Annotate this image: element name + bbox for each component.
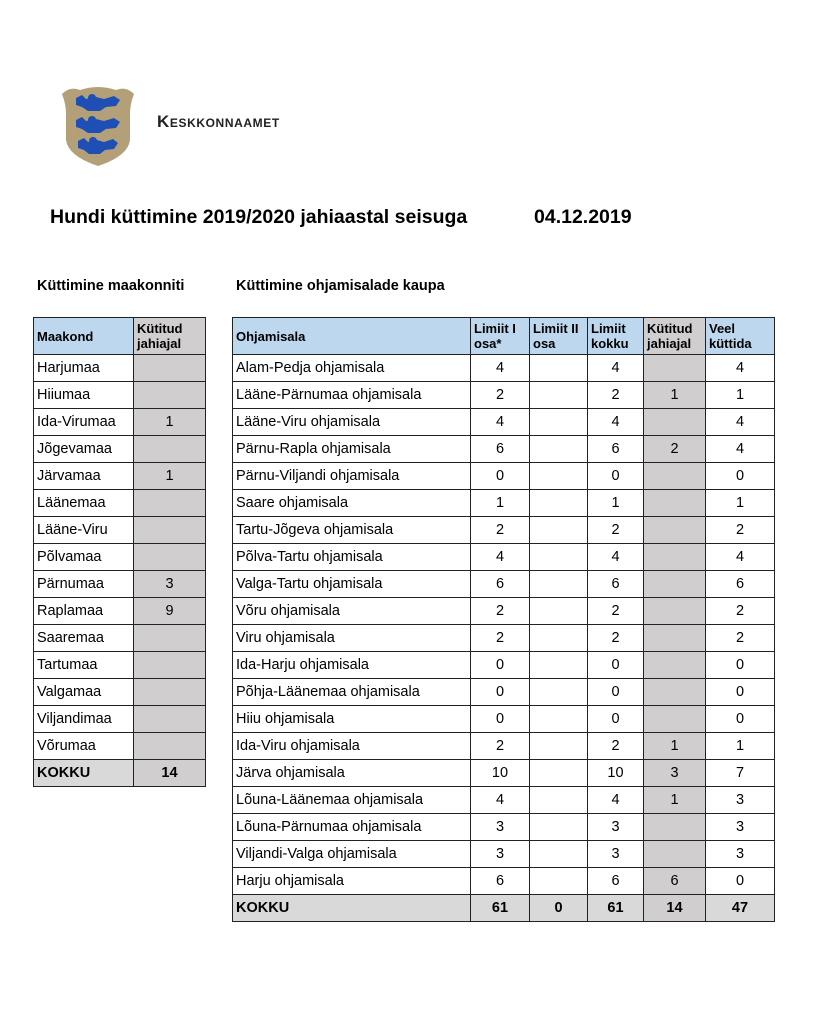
row-label: Hiiu ohjamisala [233, 706, 471, 733]
cell-value: 2 [471, 598, 530, 625]
cell-value [530, 814, 588, 841]
cell-value: 1 [134, 463, 206, 490]
cell-value: 1 [644, 733, 706, 760]
report-date: 04.12.2019 [534, 206, 632, 228]
row-label: Ida-Viru ohjamisala [233, 733, 471, 760]
cell-value: 2 [471, 625, 530, 652]
cell-value: 2 [706, 625, 775, 652]
cell-value [530, 571, 588, 598]
table-header-row [233, 318, 775, 355]
cell-value: 9 [134, 598, 206, 625]
cell-value [530, 679, 588, 706]
cell-value [134, 625, 206, 652]
cell-value [530, 517, 588, 544]
cell-value: 6 [644, 868, 706, 895]
table-row [233, 436, 775, 463]
table-row [233, 841, 775, 868]
cell-value: 4 [588, 355, 644, 382]
cell-value: 1 [706, 490, 775, 517]
cell-value: 1 [644, 382, 706, 409]
cell-value: 6 [588, 571, 644, 598]
row-label: Lõuna-Pärnumaa ohjamisala [233, 814, 471, 841]
total-value: 14 [644, 895, 706, 922]
table-row [233, 544, 775, 571]
table-row [34, 679, 206, 706]
cell-value [134, 544, 206, 571]
cell-value: 2 [588, 598, 644, 625]
cell-value: 2 [471, 733, 530, 760]
row-label: Pärnumaa [34, 571, 134, 598]
row-label: Läänemaa [34, 490, 134, 517]
column-header-limiit-kokku: Limiit kokku [588, 318, 644, 355]
cell-value: 3 [706, 814, 775, 841]
cell-value [530, 463, 588, 490]
cell-value: 10 [588, 760, 644, 787]
cell-value: 0 [471, 706, 530, 733]
table-row [233, 733, 775, 760]
cell-value: 4 [588, 787, 644, 814]
cell-value [644, 841, 706, 868]
row-label: Viljandi-Valga ohjamisala [233, 841, 471, 868]
row-label: Saaremaa [34, 625, 134, 652]
cell-value [134, 355, 206, 382]
cell-value: 0 [588, 679, 644, 706]
cell-value [644, 517, 706, 544]
cell-value [134, 382, 206, 409]
cell-value: 2 [706, 517, 775, 544]
cell-value: 1 [706, 733, 775, 760]
cell-value: 6 [471, 436, 530, 463]
total-value: 0 [530, 895, 588, 922]
cell-value: 3 [706, 841, 775, 868]
cell-value: 4 [706, 436, 775, 463]
total-label: KOKKU [34, 760, 134, 787]
column-header-limiit-i: Limiit I osa* [471, 318, 530, 355]
cell-value [530, 409, 588, 436]
table-row [233, 490, 775, 517]
cell-value [530, 652, 588, 679]
cell-value: 0 [588, 652, 644, 679]
table-row [233, 598, 775, 625]
cell-value [644, 814, 706, 841]
column-header-limiit-ii: Limiit II osa [530, 318, 588, 355]
cell-value [644, 490, 706, 517]
cell-value [530, 841, 588, 868]
table-row [34, 571, 206, 598]
cell-value: 0 [588, 463, 644, 490]
cell-value: 6 [471, 571, 530, 598]
cell-value: 1 [644, 787, 706, 814]
column-header-kutitud: Kütitud jahiajal [134, 318, 206, 355]
cell-value: 4 [706, 355, 775, 382]
cell-value [134, 706, 206, 733]
cell-value: 2 [588, 517, 644, 544]
row-label: Pärnu-Viljandi ohjamisala [233, 463, 471, 490]
row-label: Võrumaa [34, 733, 134, 760]
row-label: Valgamaa [34, 679, 134, 706]
table-row [34, 625, 206, 652]
cell-value: 6 [588, 436, 644, 463]
row-label: Viru ohjamisala [233, 625, 471, 652]
row-label: Põlva-Tartu ohjamisala [233, 544, 471, 571]
management-zone-table [232, 317, 775, 922]
table-row [34, 382, 206, 409]
row-label: Pärnu-Rapla ohjamisala [233, 436, 471, 463]
table-row [233, 355, 775, 382]
column-header-ohjamisala: Ohjamisala [233, 318, 471, 355]
table-row [34, 436, 206, 463]
cell-value [530, 706, 588, 733]
cell-value [134, 436, 206, 463]
cell-value: 3 [471, 814, 530, 841]
cell-value: 0 [588, 706, 644, 733]
cell-value: 0 [706, 679, 775, 706]
column-header-maakond: Maakond [34, 318, 134, 355]
row-label: Ida-Virumaa [34, 409, 134, 436]
page-title: Hundi küttimine 2019/2020 jahiaastal seisuga [50, 206, 468, 228]
cell-value: 2 [471, 382, 530, 409]
cell-value: 3 [588, 814, 644, 841]
column-header-veel-kuttida: Veel küttida [706, 318, 775, 355]
row-label: Valga-Tartu ohjamisala [233, 571, 471, 598]
total-value: 47 [706, 895, 775, 922]
cell-value [530, 733, 588, 760]
cell-value: 4 [706, 544, 775, 571]
cell-value [644, 355, 706, 382]
cell-value: 1 [471, 490, 530, 517]
cell-value: 4 [471, 787, 530, 814]
cell-value: 0 [706, 463, 775, 490]
cell-value: 6 [588, 868, 644, 895]
table-row [34, 517, 206, 544]
cell-value [644, 625, 706, 652]
cell-value [530, 436, 588, 463]
cell-value: 3 [706, 787, 775, 814]
row-label: Saare ohjamisala [233, 490, 471, 517]
cell-value: 1 [134, 409, 206, 436]
cell-value: 3 [644, 760, 706, 787]
cell-value: 4 [471, 544, 530, 571]
org-name: Keskkonnaamet [157, 112, 280, 131]
zone-section-label: Küttimine ohjamisalade kaupa [236, 278, 445, 294]
cell-value: 0 [706, 706, 775, 733]
county-section-label: Küttimine maakonniti [37, 278, 185, 294]
table-row [233, 652, 775, 679]
table-row [233, 382, 775, 409]
table-row [233, 571, 775, 598]
cell-value [530, 490, 588, 517]
row-label: Lääne-Viru [34, 517, 134, 544]
row-label: Tartu-Jõgeva ohjamisala [233, 517, 471, 544]
cell-value [134, 517, 206, 544]
total-row [233, 895, 775, 922]
table-header-row [34, 318, 206, 355]
cell-value: 1 [588, 490, 644, 517]
row-label: Harju ohjamisala [233, 868, 471, 895]
table-row [34, 490, 206, 517]
cell-value: 3 [588, 841, 644, 868]
row-label: Lääne-Pärnumaa ohjamisala [233, 382, 471, 409]
row-label: Põlvamaa [34, 544, 134, 571]
row-label: Viljandimaa [34, 706, 134, 733]
table-row [233, 625, 775, 652]
cell-value: 2 [471, 517, 530, 544]
cell-value [134, 733, 206, 760]
cell-value: 0 [471, 652, 530, 679]
cell-value: 0 [706, 652, 775, 679]
cell-value: 0 [471, 463, 530, 490]
row-label: Hiiumaa [34, 382, 134, 409]
cell-value [644, 679, 706, 706]
table-row [233, 814, 775, 841]
table-row [34, 733, 206, 760]
table-row [233, 868, 775, 895]
table-row [233, 706, 775, 733]
table-row [233, 409, 775, 436]
table-row [34, 598, 206, 625]
cell-value [644, 463, 706, 490]
cell-value: 2 [644, 436, 706, 463]
cell-value [134, 679, 206, 706]
cell-value [644, 652, 706, 679]
total-value: 14 [134, 760, 206, 787]
estonian-coat-of-arms-icon [58, 84, 138, 168]
cell-value [644, 544, 706, 571]
cell-value: 10 [471, 760, 530, 787]
table-row [34, 706, 206, 733]
row-label: Järvamaa [34, 463, 134, 490]
total-label: KOKKU [233, 895, 471, 922]
cell-value: 1 [706, 382, 775, 409]
cell-value: 2 [588, 733, 644, 760]
cell-value: 2 [706, 598, 775, 625]
table-row [233, 760, 775, 787]
cell-value [530, 598, 588, 625]
cell-value [134, 652, 206, 679]
column-header-kutitud: Kütitud jahiajal [644, 318, 706, 355]
row-label: Võru ohjamisala [233, 598, 471, 625]
cell-value: 2 [588, 625, 644, 652]
cell-value: 3 [134, 571, 206, 598]
row-label: Lääne-Viru ohjamisala [233, 409, 471, 436]
cell-value [530, 868, 588, 895]
row-label: Ida-Harju ohjamisala [233, 652, 471, 679]
cell-value [530, 382, 588, 409]
table-row [34, 355, 206, 382]
total-value: 61 [471, 895, 530, 922]
cell-value [644, 598, 706, 625]
table-row [233, 787, 775, 814]
cell-value: 4 [588, 544, 644, 571]
cell-value [644, 706, 706, 733]
row-label: Alam-Pedja ohjamisala [233, 355, 471, 382]
county-table [33, 317, 206, 787]
table-row [34, 652, 206, 679]
cell-value: 6 [471, 868, 530, 895]
table-row [233, 463, 775, 490]
table-row [233, 517, 775, 544]
table-row [34, 463, 206, 490]
total-value: 61 [588, 895, 644, 922]
cell-value: 3 [471, 841, 530, 868]
table-row [233, 679, 775, 706]
row-label: Tartumaa [34, 652, 134, 679]
row-label: Jõgevamaa [34, 436, 134, 463]
cell-value: 4 [471, 355, 530, 382]
cell-value [530, 544, 588, 571]
cell-value [644, 409, 706, 436]
cell-value [134, 490, 206, 517]
row-label: Põhja-Läänemaa ohjamisala [233, 679, 471, 706]
row-label: Järva ohjamisala [233, 760, 471, 787]
cell-value: 6 [706, 571, 775, 598]
cell-value [644, 571, 706, 598]
table-row [34, 409, 206, 436]
cell-value: 4 [706, 409, 775, 436]
cell-value [530, 760, 588, 787]
cell-value: 4 [471, 409, 530, 436]
row-label: Lõuna-Läänemaa ohjamisala [233, 787, 471, 814]
cell-value: 0 [706, 868, 775, 895]
cell-value [530, 787, 588, 814]
cell-value: 7 [706, 760, 775, 787]
cell-value: 2 [588, 382, 644, 409]
row-label: Raplamaa [34, 598, 134, 625]
total-row [34, 760, 206, 787]
cell-value: 0 [471, 679, 530, 706]
row-label: Harjumaa [34, 355, 134, 382]
cell-value [530, 355, 588, 382]
cell-value: 4 [588, 409, 644, 436]
table-row [34, 544, 206, 571]
cell-value [530, 625, 588, 652]
